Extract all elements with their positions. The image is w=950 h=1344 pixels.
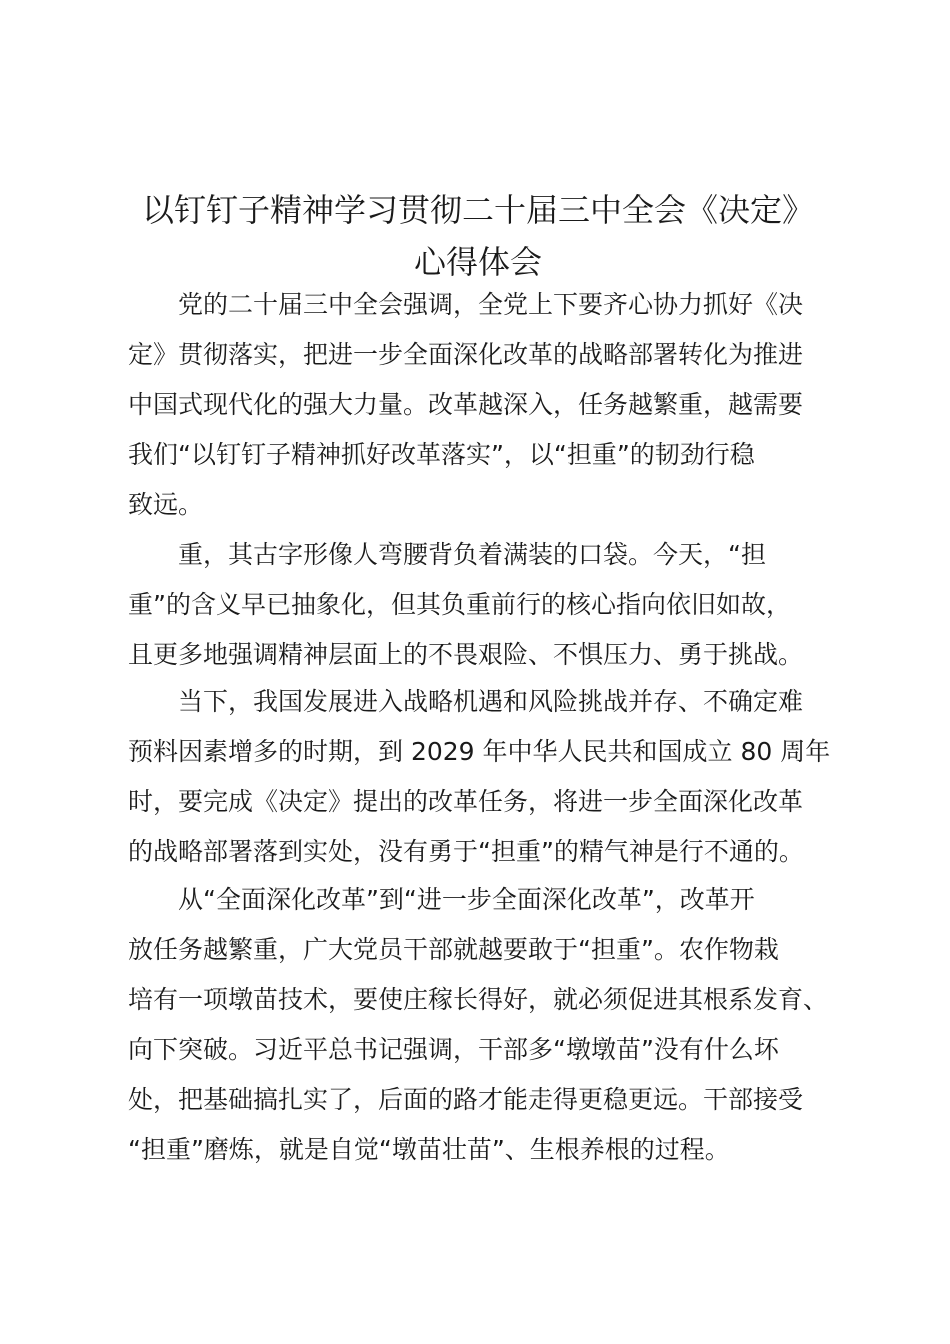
text-line-4: 我们“以钉钉子精神抓好改革落实”，以“担重”的韧劲行稳	[128, 440, 755, 469]
text-line-12: 的战略部署落到实处，没有勇于“担重”的精气神是行不通的。	[128, 837, 804, 866]
document-title: 以钉钉子精神学习贯彻二十届三中全会《决定》心得体会	[141, 191, 814, 281]
text-line-3: 中国式现代化的强大力量。改革越深入，任务越繁重，越需要	[128, 390, 804, 419]
text-line-8: 且更多地强调精神层面上的不畏艰险、不惧压力、勇于挑战。	[128, 640, 804, 669]
text-line-2: 定》贯彻落实，把进一步全面深化改革的战略部署转化为推进	[128, 340, 804, 369]
text-line-17: 处，把基础搞扎实了，后面的路才能走得更稳更远。干部接受	[128, 1085, 804, 1114]
text-line-14: 放任务越繁重，广大党员干部就越要敢于“担重”。农作物栽	[128, 935, 779, 964]
text-line-16: 向下突破。习近平总书记强调，干部多“墩墩苗”没有什么坏	[128, 1035, 779, 1064]
text-line-5: 致远。	[128, 490, 204, 519]
text-line-6: 重，其古字形像人弯腰背负着满装的口袋。今天，“担	[128, 540, 766, 569]
text-line-10: 预料因素增多的时期，到 2029 年中华人民共和国成立 80 周年	[128, 737, 831, 766]
text-line-9: 当下，我国发展进入战略机遇和风险挑战并存、不确定难	[128, 687, 804, 716]
text-line-1: 党的二十届三中全会强调，全党上下要齐心协力抓好《决	[128, 290, 804, 319]
text-line-7: 重”的含义早已抽象化，但其负重前行的核心指向依旧如故，	[128, 590, 791, 619]
text-line-15: 培有一项墩苗技术，要使庄稼长得好，就必须促进其根系发育、	[128, 985, 829, 1014]
text-line-18: “担重”磨炼，就是自觉“墩苗壮苗”、生根养根的过程。	[128, 1135, 730, 1164]
text-line-13: 从“全面深化改革”到“进一步全面深化改革”，改革开	[128, 885, 755, 914]
text-line-11: 时，要完成《决定》提出的改革任务，将进一步全面深化改革	[128, 787, 804, 816]
